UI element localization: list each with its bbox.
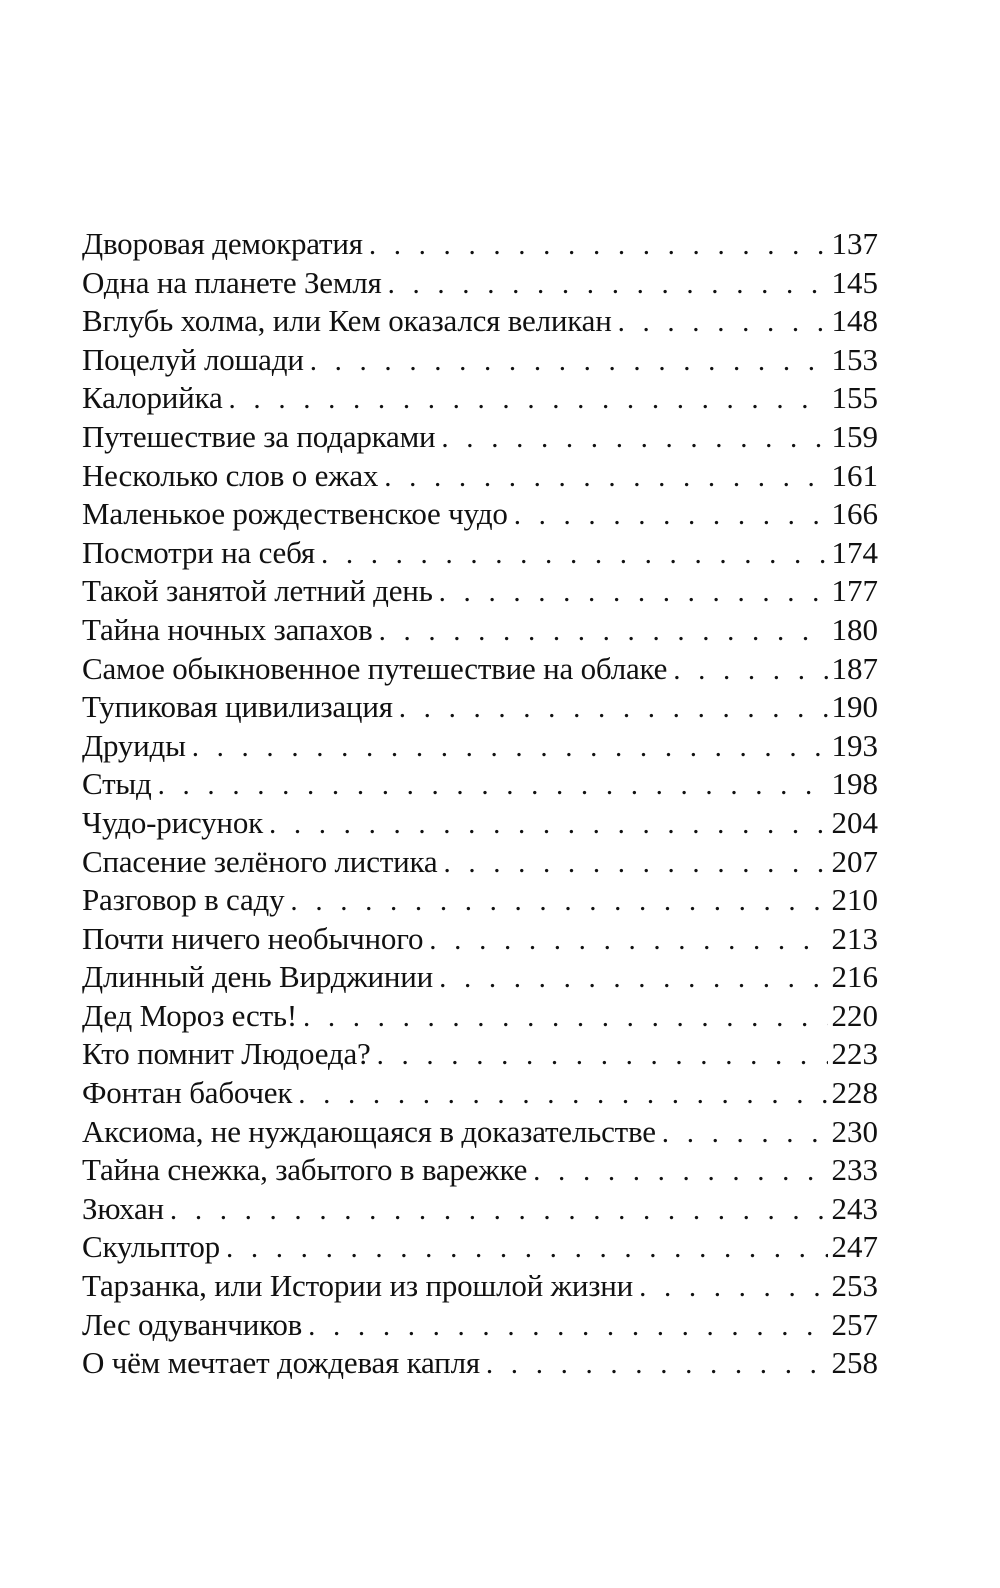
- dot-leader: [673, 651, 827, 690]
- dot-leader: [226, 1229, 828, 1268]
- toc-entry-page: 137: [831, 226, 878, 261]
- dot-leader: [369, 226, 828, 265]
- dot-leader: [377, 1036, 828, 1075]
- dot-leader: [379, 612, 828, 651]
- toc-entry: [82, 572, 878, 611]
- toc-entry-title: Самое обыкновенное путешествие на облаке: [82, 650, 668, 686]
- toc-entry-page: 216: [831, 959, 878, 995]
- dot-leader: [229, 380, 828, 419]
- toc-entry-page: 190: [831, 689, 878, 725]
- table-of-contents: [82, 225, 878, 1383]
- toc-entry-page: 228: [831, 1075, 878, 1111]
- toc-entry-title: Тупиковая цивилизация: [82, 689, 393, 725]
- dot-leader: [269, 805, 828, 844]
- toc-entry-title: Одна на планете Земля: [82, 264, 382, 300]
- toc-entry-page: 207: [831, 843, 878, 879]
- toc-entry-page: 213: [831, 920, 878, 956]
- toc-entry-page: 247: [831, 1229, 878, 1265]
- toc-entry-page: 166: [831, 496, 878, 532]
- toc-entry: [82, 1074, 878, 1113]
- toc-entry-title: Дед Мороз есть!: [82, 997, 297, 1033]
- toc-entry: [82, 727, 878, 766]
- toc-entry-title: Стыд: [82, 766, 152, 802]
- toc-entry: [82, 534, 878, 573]
- toc-entry-title: Лес одуванчиков: [82, 1306, 303, 1342]
- toc-entry: [82, 804, 878, 843]
- toc-entry: [82, 1190, 878, 1229]
- toc-entry-title: Путешествие за подарками: [82, 418, 436, 454]
- toc-entry-page: 258: [831, 1345, 878, 1381]
- toc-entry: [82, 920, 878, 959]
- dot-leader: [158, 766, 828, 805]
- toc-entry-title: Тайна снежка, забытого в варежке: [82, 1152, 528, 1188]
- toc-entry: [82, 379, 878, 418]
- toc-entry: [82, 958, 878, 997]
- toc-entry-page: 243: [831, 1190, 878, 1226]
- toc-entry: [82, 765, 878, 804]
- toc-entry: [82, 1151, 878, 1190]
- toc-entry-page: 253: [831, 1268, 878, 1304]
- toc-entry-page: 153: [831, 341, 878, 377]
- toc-entry-title: Почти ничего необычного: [82, 920, 424, 956]
- dot-leader: [662, 1114, 828, 1153]
- toc-entry-page: 210: [831, 882, 878, 918]
- toc-entry: [82, 1306, 878, 1345]
- toc-entry-page: 155: [831, 380, 878, 416]
- toc-entry-page: 180: [831, 611, 878, 647]
- toc-entry-title: Вглубь холма, или Кем оказался великан: [82, 303, 612, 339]
- dot-leader: [308, 1307, 827, 1346]
- toc-entry: [82, 302, 878, 341]
- toc-entry-title: Зюхан: [82, 1190, 164, 1226]
- dot-leader: [170, 1191, 828, 1230]
- toc-entry: [82, 611, 878, 650]
- dot-leader: [429, 921, 827, 960]
- dot-leader: [441, 419, 827, 458]
- toc-entry-page: 177: [831, 573, 878, 609]
- toc-entry: [82, 341, 878, 380]
- toc-entry-title: Аксиома, не нуждающаяся в доказательстве: [82, 1113, 656, 1149]
- toc-entry-title: Тайна ночных запахов: [82, 611, 373, 647]
- dot-leader: [310, 342, 828, 381]
- toc-entry: [82, 688, 878, 727]
- toc-entry-title: Дворовая демократия: [82, 226, 363, 261]
- dot-leader: [533, 1152, 827, 1191]
- toc-entry-page: 161: [831, 457, 878, 493]
- toc-entry: [82, 495, 878, 534]
- toc-entry: [82, 1228, 878, 1267]
- toc-entry-page: 257: [831, 1306, 878, 1342]
- dot-leader: [399, 689, 828, 728]
- toc-entry-title: О чём мечтает дождевая капля: [82, 1345, 480, 1381]
- toc-entry: [82, 1267, 878, 1306]
- dot-leader: [388, 265, 828, 304]
- toc-entry-page: 233: [831, 1152, 878, 1188]
- toc-entry: [82, 1035, 878, 1074]
- dot-leader: [514, 496, 828, 535]
- toc-entry-title: Несколько слов о ежах: [82, 457, 379, 493]
- toc-entry-title: Посмотри на себя: [82, 534, 315, 570]
- dot-leader: [192, 728, 828, 767]
- toc-entry-title: Кто помнит Людоеда?: [82, 1036, 371, 1072]
- dot-leader: [439, 959, 827, 998]
- dot-leader: [290, 882, 827, 921]
- dot-leader: [439, 573, 828, 612]
- dot-leader: [298, 1075, 827, 1114]
- dot-leader: [321, 535, 828, 574]
- toc-entry: [82, 1344, 878, 1383]
- toc-entry: [82, 418, 878, 457]
- toc-entry-page: 187: [831, 650, 878, 686]
- toc-entry-page: 204: [831, 804, 878, 840]
- toc-entry-page: 148: [831, 303, 878, 339]
- toc-entry-page: 174: [831, 534, 878, 570]
- toc-entry-page: 223: [831, 1036, 878, 1072]
- toc-entry-title: Такой занятой летний день: [82, 573, 433, 609]
- dot-leader: [384, 458, 827, 497]
- toc-entry: [82, 457, 878, 496]
- dot-leader: [303, 998, 828, 1037]
- toc-entry: [82, 1113, 878, 1152]
- toc-entry-page: 230: [831, 1113, 878, 1149]
- toc-entry: [82, 881, 878, 920]
- toc-entry-title: Чудо-рисунок: [82, 804, 263, 840]
- toc-entry-title: Скульптор: [82, 1229, 220, 1265]
- toc-entry-page: 145: [831, 264, 878, 300]
- toc-entry: [82, 264, 878, 303]
- toc-entry-title: Спасение зелёного листика: [82, 843, 438, 879]
- toc-entry-title: Фонтан бабочек: [82, 1075, 293, 1111]
- toc-entry: [82, 843, 878, 882]
- toc-entry: [82, 225, 878, 264]
- toc-entry-title: Калорийка: [82, 380, 223, 416]
- toc-entry-title: Длинный день Вирджинии: [82, 959, 434, 995]
- toc-entry: [82, 650, 878, 689]
- toc-entry-title: Маленькое рождественское чудо: [82, 496, 508, 532]
- dot-leader: [486, 1345, 828, 1384]
- dot-leader: [618, 303, 828, 342]
- toc-entry: [82, 997, 878, 1036]
- toc-entry-title: Поцелуй лошади: [82, 341, 304, 377]
- toc-entry-title: Тарзанка, или Истории из прошлой жизни: [82, 1268, 634, 1304]
- dot-leader: [443, 844, 827, 883]
- dot-leader: [639, 1268, 827, 1307]
- toc-entry-page: 220: [831, 997, 878, 1033]
- toc-entry-page: 159: [831, 418, 878, 454]
- toc-entry-title: Разговор в саду: [82, 882, 285, 918]
- toc-entry-page: 198: [831, 766, 878, 802]
- toc-entry-page: 193: [831, 727, 878, 763]
- toc-entry-title: Друиды: [82, 727, 186, 763]
